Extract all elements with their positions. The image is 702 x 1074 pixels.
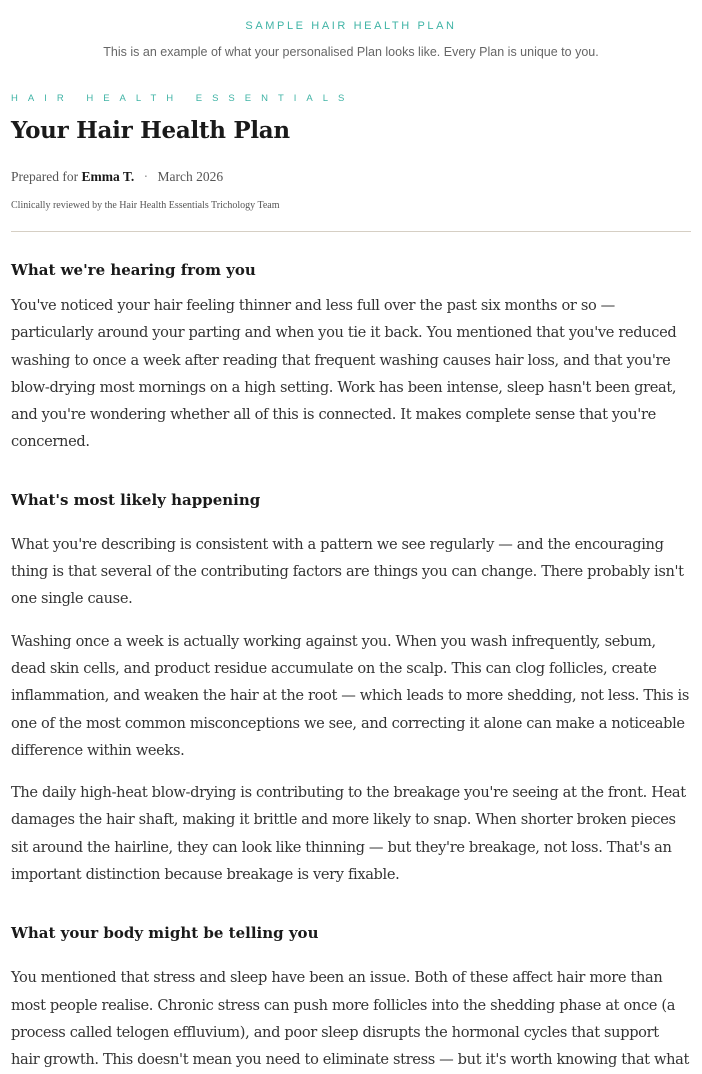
section-heading: What your body might be telling you [11,924,319,943]
prepared-for-line [11,168,691,186]
brand-name: HAIR HEALTH ESSENTIALS [11,93,355,104]
header-divider [11,231,691,232]
paragraph: What you're describing is consistent with a pattern we see regularly — and the encouraging thing is that several of the contributing factors are things you can change. There probably isn't one single cause. [11,535,684,608]
section-body [11,922,691,1073]
paragraph: The daily high-heat blow-drying is contributing to the breakage you're seeing at the front. Heat damages the hair shaft, making it brittle and more likely to snap. When shorter broken pieces sit around the hairline, they can look like thinning — but they're breakage, not loss. That's an important distinction because breakage is very fixable. [11,784,686,884]
plan-document [11,93,691,1074]
meta-separator: · [143,169,149,184]
paragraph: Washing once a week is actually working against you. When you wash infrequently, sebum, dead skin cells, and product residue accumulate on the scalp. This can clog follicles, create inflammation, and weaken the hair at the root — which leads to more shedding, not less. This is one of the most common misconceptions we see, and correcting it alone can make a noticeable difference within weeks. [11,632,689,759]
section-hearing [11,259,691,456]
sample-subtitle: This is an example of what your personalised Plan looks like. Every Plan is unique to you. [103,45,599,59]
section-heading: What we're hearing from you [11,261,256,279]
section-heading: What's most likely happening [11,490,261,509]
section-happening [11,489,691,889]
page-title: Your Hair Health Plan [11,117,290,144]
plan-date: March 2026 [157,169,224,184]
reviewed-by-note: Clinically reviewed by the Hair Health Essentials Trichology Team [11,200,280,211]
prepared-prefix: Prepared for [11,169,79,184]
sample-banner [0,0,702,60]
client-name: Emma T. [81,169,135,184]
paragraph: You mentioned that stress and sleep have been an issue. Both of these affect hair more than most people realise. Chronic stress can push more follicles into the shedding phase at once (a process called telogen effluvium), and poor sleep disrupts the hormonal cycles that support hair growth. This doesn't mean you need to eliminate stress — but it's worth knowing that what [11,969,690,1069]
paragraph: You've noticed your hair feeling thinner and less full over the past six months or so — particularly around your parting and when you tie it back. You mentioned that you've reduced washing to once a week after reading that frequent washing causes hair loss, and that you're blow-drying most mornings on a high setting. Work has been intense, sleep hasn't been great, and you're wondering whether all of this is connected. It makes complete sense that you're concerned. [11,297,677,451]
sample-label: SAMPLE HAIR HEALTH PLAN [245,20,457,32]
